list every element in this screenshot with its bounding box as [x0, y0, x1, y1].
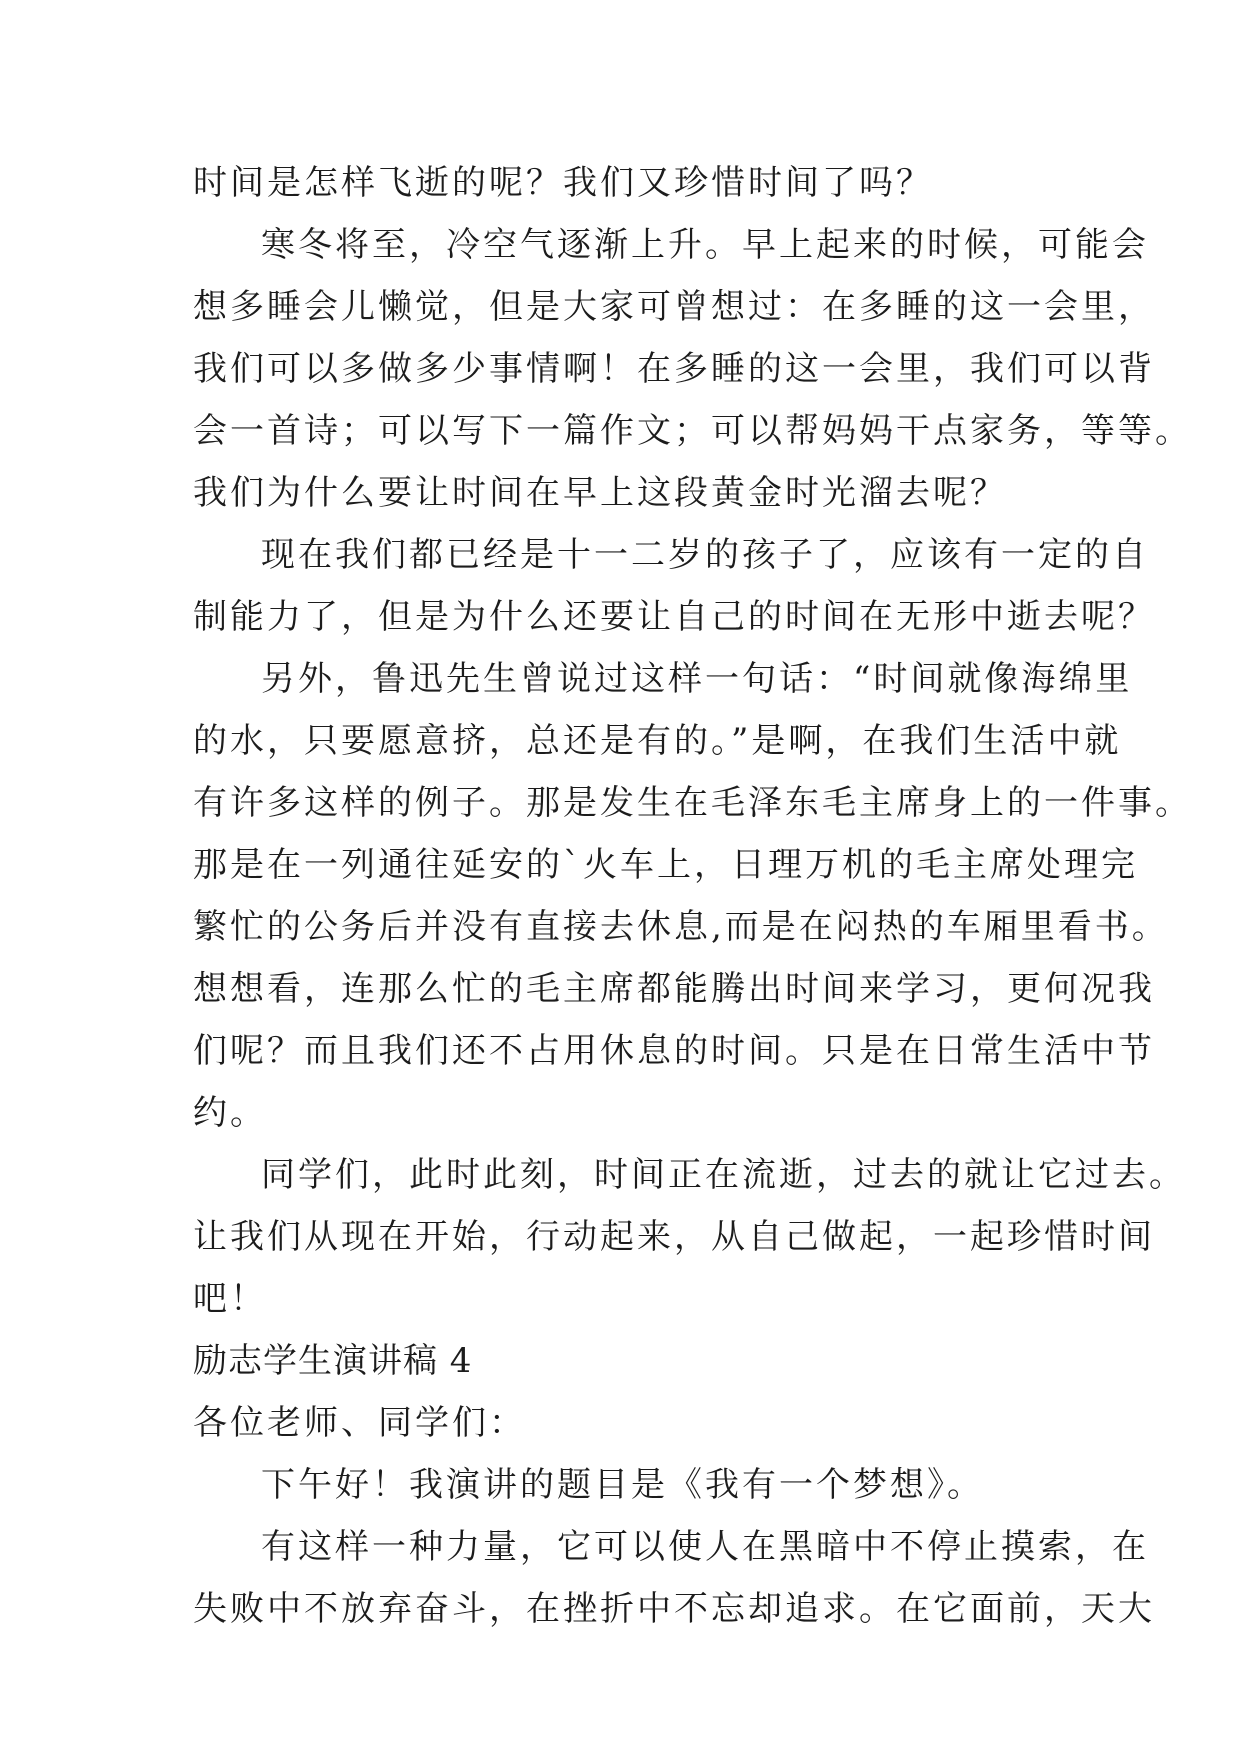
text-line: 现在我们都已经是十一二岁的孩子了，应该有一定的自 [261, 535, 1149, 575]
text-line: 另外，鲁迅先生曾说过这样一句话：“时间就像海绵里 [261, 659, 1133, 699]
text-line: 们呢？而且我们还不占用休息的时间。只是在日常生活中节 [193, 1031, 1155, 1071]
text-line: 繁忙的公务后并没有直接去休息,而是在闷热的车厢里看书。 [193, 907, 1169, 947]
text-line: 失败中不放弃奋斗，在挫折中不忘却追求。在它面前，天大 [193, 1589, 1155, 1629]
text-line: 下午好！我演讲的题目是《我有一个梦想》。 [261, 1465, 984, 1505]
section-heading: 励志学生演讲稿 4 [193, 1341, 473, 1381]
document-body [193, 152, 1192, 1640]
text-line: 会一首诗；可以写下一篇作文；可以帮妈妈干点家务，等等。 [193, 411, 1192, 451]
text-line: 寒冬将至，冷空气逐渐上升。早上起来的时候，可能会 [261, 225, 1149, 265]
text-line: 我们可以多做多少事情啊！在多睡的这一会里，我们可以背 [193, 349, 1155, 389]
salutation: 各位老师、同学们： [193, 1403, 526, 1443]
text-line: 吧！ [193, 1279, 267, 1319]
text-line: 同学们，此时此刻，时间正在流逝，过去的就让它过去。 [261, 1155, 1186, 1195]
text-line: 制能力了，但是为什么还要让自己的时间在无形中逝去呢？ [193, 597, 1155, 637]
text-line: 约。 [193, 1093, 267, 1133]
text-line: 想多睡会儿懒觉，但是大家可曾想过：在多睡的这一会里， [193, 287, 1155, 327]
text-line: 想想看，连那么忙的毛主席都能腾出时间来学习，更何况我 [193, 969, 1155, 1009]
text-line: 有这样一种力量，它可以使人在黑暗中不停止摸索，在 [261, 1527, 1149, 1567]
text-line: 的水，只要愿意挤，总还是有的。”是啊，在我们生活中就 [193, 721, 1122, 761]
text-line: 有许多这样的例子。那是发生在毛泽东毛主席身上的一件事。 [193, 783, 1192, 823]
text-line: 时间是怎样飞逝的呢？我们又珍惜时间了吗？ [193, 163, 933, 203]
text-line: 我们为什么要让时间在早上这段黄金时光溜去呢？ [193, 473, 1007, 513]
text-line: 让我们从现在开始，行动起来，从自己做起，一起珍惜时间 [193, 1217, 1155, 1257]
text-line: 那是在一列通往延安的`火车上，日理万机的毛主席处理完 [193, 845, 1138, 885]
